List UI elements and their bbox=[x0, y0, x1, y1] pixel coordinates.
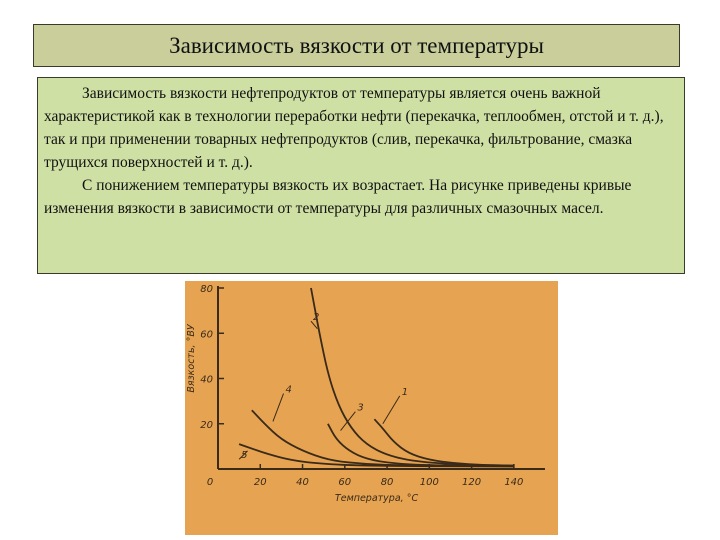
viscosity-chart bbox=[185, 281, 558, 535]
curve-label-1: 1 bbox=[401, 386, 409, 398]
x-axis-label: Температура, °C bbox=[334, 493, 419, 504]
curve-label-4: 4 bbox=[285, 384, 292, 396]
chart-svg bbox=[185, 281, 558, 535]
x-tick-label: 140 bbox=[504, 477, 524, 488]
curve-4 bbox=[252, 410, 514, 466]
y-tick-label: 20 bbox=[200, 419, 213, 431]
text-block bbox=[37, 77, 685, 274]
x-tick-label: 40 bbox=[296, 477, 309, 488]
curve-label-2: 2 bbox=[312, 312, 320, 324]
curve-label-5: 5 bbox=[241, 450, 248, 462]
y-tick-label: 80 bbox=[200, 284, 213, 295]
y-tick-label: 60 bbox=[200, 329, 213, 341]
curve-3 bbox=[328, 424, 514, 466]
x-tick-label: 0 bbox=[206, 477, 214, 488]
curve-2 bbox=[311, 288, 514, 466]
y-axis-label: Вязкость, °ВУ bbox=[186, 324, 197, 393]
y-tick-label: 40 bbox=[200, 374, 213, 386]
x-tick-label: 120 bbox=[462, 477, 482, 488]
curve-5 bbox=[239, 444, 514, 466]
x-tick-label: 100 bbox=[419, 477, 439, 488]
paragraph-1: Зависимость вязкости нефтепродуктов от температуры является очень важной характеристикой как в технологии переработки нефти (перекачка, теплообмен, отстой и т. д.), так и при применении товарных нефтепродуктов (слив, перекачка, фильтрование, смазка трущихся поверхностей и т. д.). bbox=[44, 85, 664, 171]
x-tick-label: 80 bbox=[380, 477, 394, 488]
x-tick-label: 20 bbox=[253, 477, 267, 488]
curve-1 bbox=[374, 419, 514, 465]
curve-label-3: 3 bbox=[357, 402, 364, 414]
slide-title: Зависимость вязкости от температуры bbox=[33, 24, 680, 67]
paragraph-2: С понижением температуры вязкость их возрастает. На рисунке приведены кривые изменения вязкости в зависимости от температуры для различных смазочных масел. bbox=[44, 177, 632, 217]
curve-label-leader bbox=[273, 394, 284, 422]
curve-label-leader bbox=[383, 396, 400, 424]
x-tick-label: 60 bbox=[338, 477, 352, 488]
